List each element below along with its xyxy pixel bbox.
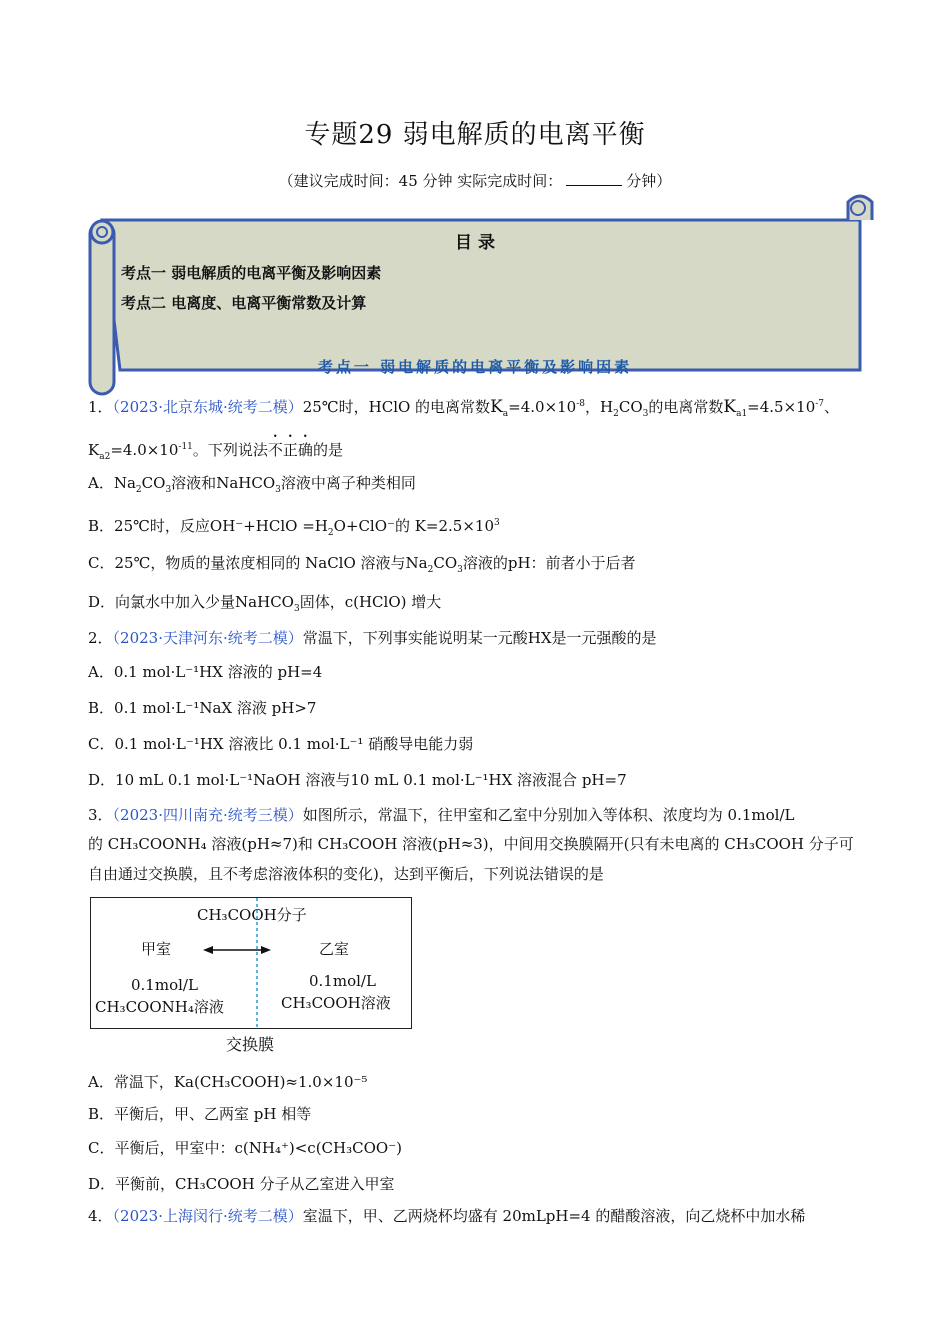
q2-source: （2023·天津河东·统考二模） <box>112 629 303 647</box>
q4-source: （2023·上海闵行·统考二模） <box>112 1207 303 1225</box>
q3-source: （2023·四川南充·统考三模） <box>112 806 303 824</box>
fig-molecule-label: CH₃COOH分子 <box>197 906 307 924</box>
arrow-left-icon <box>203 946 213 954</box>
q4-stem: 4．（2023·上海闵行·统考二模）室温下，甲、乙两烧杯均盛有 20mLpH=4 的醋酸溶液，向乙烧杯中加水稀 <box>88 1207 806 1225</box>
q3-option-c[interactable]: C．平衡后，甲室中：c(NH₄⁺)<c(CH₃COO⁻) <box>88 1139 402 1157</box>
q1-option-a[interactable]: A．$Na_2CO_3$溶液和NaHCO$_3$溶液中离子种类相同 <box>88 474 416 495</box>
arrow-right-icon <box>261 946 271 954</box>
q1-stem-line2: $K_{a2}=4.0\times 10^{-11}$。下列说法不正确的是 <box>88 441 343 462</box>
q1-stem-line1: 1．（2023·北京东城·统考二模）25℃时，HClO 的电离常数$K_a=4.0\times 10^{-8}$，$H_2CO_3$的电离常数$K_{a1}=4.5\times 10^{-7}$、 <box>88 397 840 419</box>
toc-title: 目 录 <box>455 233 495 253</box>
q3-option-d[interactable]: D．平衡前，CH₃COOH 分子从乙室进入甲室 <box>88 1175 395 1193</box>
fig-right-solution: CH₃COOH溶液 <box>281 994 391 1012</box>
fig-right-room: 乙室 <box>319 940 350 958</box>
time-blank <box>566 171 622 186</box>
toc-item-2[interactable]: 考点二 电离度、电离平衡常数及计算 <box>121 294 367 312</box>
fig-right-conc: 0.1mol/L <box>309 972 376 990</box>
q1-option-c[interactable]: C．25℃，物质的量浓度相同的 NaClO 溶液与$Na_2CO_3$溶液的pH：前者小于后者 <box>88 554 636 575</box>
q1-option-b[interactable]: B．25℃时，反应OH⁻+HClO $=H_2O+ClO^-$的 $K=2.5\times 10^3$ <box>88 517 500 538</box>
membrane-figure <box>90 897 412 1029</box>
q3-option-a[interactable]: A．常温下，Ka(CH₃COOH)≈1.0×10⁻⁵ <box>88 1073 368 1091</box>
q2-option-d[interactable]: D．10 mL 0.1 mol·L⁻¹NaOH 溶液与10 mL 0.1 mol·L⁻¹HX 溶液混合 pH=7 <box>88 771 627 789</box>
q3-option-b[interactable]: B．平衡后，甲、乙两室 pH 相等 <box>88 1105 312 1123</box>
fig-left-room: 甲室 <box>141 940 172 958</box>
fig-left-solution: CH₃COONH₄溶液 <box>95 998 224 1016</box>
q3-stem-line3: 自由通过交换膜，且不考虑溶液体积的变化)，达到平衡后，下列说法错误的是 <box>88 865 604 883</box>
q1-source: （2023·北京东城·统考二模） <box>112 398 303 416</box>
time-note: （建议完成时间：45 分钟 实际完成时间： 分钟） <box>278 172 672 190</box>
page-title: 专题29 弱电解质的电离平衡 <box>304 120 646 150</box>
emphasis-text: 不正确 <box>267 441 313 459</box>
section-heading: 考点一 弱电解质的电离平衡及影响因素 <box>317 358 633 376</box>
q3-stem-line1: 3．（2023·四川南充·统考三模）如图所示，常温下，往甲室和乙室中分别加入等体积、浓度均为 0.1mol/L <box>88 806 795 824</box>
q2-option-b[interactable]: B．0.1 mol·L⁻¹NaX 溶液 pH>7 <box>88 699 317 717</box>
q2-stem: 2．（2023·天津河东·统考二模）常温下，下列事实能说明某一元酸HX是一元强酸的是 <box>88 629 657 647</box>
toc-item-1[interactable]: 考点一 弱电解质的电离平衡及影响因素 <box>121 264 382 282</box>
q3-stem-line2: 的 CH₃COONH₄ 溶液(pH≈7)和 CH₃COOH 溶液(pH≈3)，中间用交换膜隔开(只有未电离的 CH₃COOH 分子可 <box>88 835 854 853</box>
fig-left-conc: 0.1mol/L <box>131 976 198 994</box>
q2-option-c[interactable]: C．0.1 mol·L⁻¹HX 溶液比 0.1 mol·L⁻¹ 硝酸导电能力弱 <box>88 735 474 753</box>
q2-option-a[interactable]: A．0.1 mol·L⁻¹HX 溶液的 pH=4 <box>88 663 323 681</box>
fig-caption: 交换膜 <box>226 1035 275 1054</box>
q1-option-d[interactable]: D．向氯水中加入少量NaHCO$_3$固体，c(HClO) 增大 <box>88 593 442 614</box>
